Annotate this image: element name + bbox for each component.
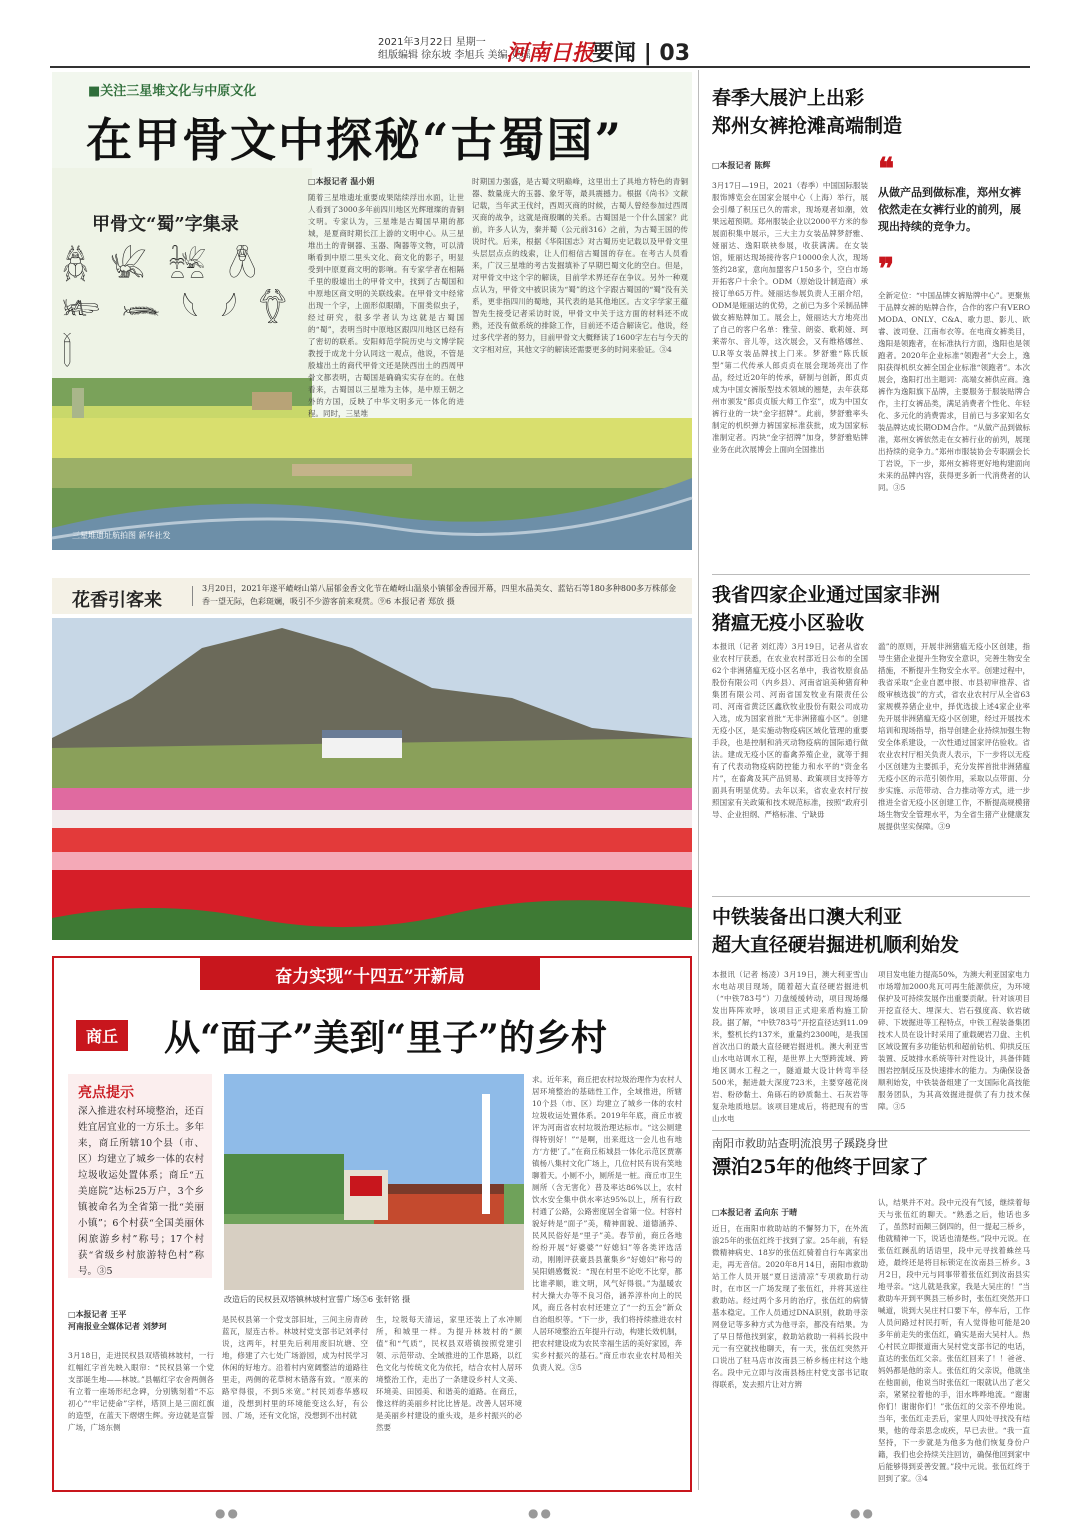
village-square-photo [224, 1074, 524, 1290]
tbm-title-l1: 中铁装备出口澳大利亚 [712, 906, 903, 928]
tips-title: 亮点提示 [78, 1085, 134, 1101]
tips-body: 深入推进农村环境整治，还百姓宜居宜业的一方乐土。多年来，商丘所辖10个县（市、区）均建立了城乡一体的农村垃圾收运处置体系；商丘“五美庭院”达标25万户，3个乡镇被命名为全省第一批“美丽小镇”；6个村获“全国美丽休闲旅游乡村”称号；17个村获“省级乡村旅游特色村”称号。③5 [78, 1106, 204, 1277]
rural-banner [200, 958, 540, 990]
city-tag: 商丘 [76, 1020, 128, 1051]
newspaper-logo: 河南日报 [506, 40, 595, 66]
quote-open-icon: ❝ [878, 152, 895, 187]
top-story-title: 在甲骨文中探秘“古蜀国” [86, 113, 623, 167]
fashion-col1: 3月17日—19日，2021（春季）中国国际服装服饰博览会在国家会展中心（上海）举行，展会引爆了积压已久的需求，现场观者如潮，效果远超预期。郑州服装企业以2000平方米的参展面积集中展示，三大主力女装品牌梦舒雅、娅丽达、逸阳联袂参展，收获满满。在女装馆，娅丽达现场接待客户10000余人次，现场签约28家，意向加盟客户150多个，空白市场开拓客户十余个。ODM（原始设计制造商）承接订单65万件。娅丽达参展负责人王丽介绍，ODM是娅丽达的优势，之前已为多个采制品牌做女裤贴牌加工。展会上，娅丽达大方地亮出了自己的客户名单：雅莹、朗姿、歌莉娅、珂莱蒂尔、音儿等，这次展会，又有维格娜丝、U.R等女装品牌找上门来。梦舒雅“陈氏版型”第二代传承人郎贞贞在展会现场亮出了作品，经过近20年的传承，研制与创新，郎贞贞成为中国女裤版型技术领域的翘楚，去年获郑州市颁发“郎贞贞版大师工作室”，成为中国女裤行业的一块“金字招牌”。此前，梦舒雅率头制定的机织弹力裤国家标准获批，成为国家标准制定者。丙块“金字招牌”加身，梦舒雅贴牌业务在此次展博会上面向全国推出 [712, 181, 868, 454]
story-fashion [712, 84, 1030, 564]
homecoming-kicker: 南阳市救助站查明流浪男子蹊跷身世 [712, 1137, 888, 1150]
swine-title-l1: 我省四家企业通过国家非洲 [712, 584, 941, 606]
homecoming-col1: 近日，在南阳市救助站的不懈努力下，在外流浪25年的张伍红终于找到了家。25年前，有轻微精神病史、18岁的张伍红骑着自行车离家出走，再无音信。2020年8月14日，南阳市救助站工作人员开展“夏日送清凉”专项救助行动时，在市区一广场发现了张伍红，并将其送往救助站。经过两个多月的治疗，张伍红的病情基本稳定。工作人员通过DNA识别，救助寻亲网登记等多种方式为他寻亲，都没有结果。为了早日帮他找到家，救助站救助一科科长段中元一有空就找他聊天，有一天，张伍红突然开口说出了驻马店市汝南县三桥乡杨庄村这个地名。段中元立即与汝南县杨庄村党支部书记取得联系，发去照片让对方辨 [712, 1224, 868, 1389]
fashion-col2: 全新定位：“中国品牌女裤贴牌中心”。更聚焦于品牌女裤的贴牌合作，合作的客户有VERO MODA、ONLY、C&A、歌力思、影儿、欧睿、波司登、江南布衣等。在电商女裤类目，逸阳是领跑者，在标准执行方面，逸阳也是领跑者。2020年企业标准“领跑者”大会上，逸阳获得机织女裤全国企业标准“领跑者”。本次展会，逸阳打出主题词：高端女裤供应商。逸裤作为逸阳旗下品牌，主要服务于服装贴牌合作，主打女裤品类，满足消费者个性化、年轻化、多元化的消费需求，目前已与多家知名女装品牌达成长期ODM合作。“从做产品到做标准，郑州女裤依然走在女裤行业的前列，展现出持续的竞争力。”郑州市服装协会专职副会长丁岩说，下一步，郑州女裤将更好地构建面向未来的品牌内容，获得更多新一代消费者的认同。③5 [878, 291, 1030, 492]
header-rule [50, 66, 1030, 68]
story-homecoming [712, 1130, 1030, 1492]
story-tbm [712, 896, 1030, 1123]
glyph-collection-label: 甲骨文“蜀”字集录 [92, 214, 239, 235]
section-name: 要闻 [592, 41, 637, 66]
fashion-quote: 从做产品到做标准，郑州女裤依然走在女裤行业的前列，展现出持续的竞争力。 [878, 186, 1021, 233]
page-number: 03 [659, 41, 691, 66]
rural-photo-caption: 改造后的民权县双塔镇林坡村宣誓广场⑤6 张轩铭 摄 [224, 1295, 411, 1304]
top-story-byline: □本报记者 温小娟 [308, 176, 375, 186]
homecoming-col2: 认，结果并不对。段中元没有气馁，继续着每天与张伍红的聊天。“熟悉之后，他话也多了，虽然时而颠三倒四的，但一提起三桥乡，他就精神一下，说话也清楚些。”段中元说。在张伍红蹊乱的话语里，段中元寻找着蛛丝马迹，最终还是将目标锁定在汝南县三桥乡。3月2日，段中元与同事带着张伍红到汝南县实地寻亲。“这儿就是我家，我是大吴庄的！”当救助车开到平舆县三桥乡时，张伍红突然开口喊道，说到大吴庄村口要下车，停车后，工作人员问路过村民打听，有人觉得他可能是20多年前走失的张伍红，确实是南大吴村人。热心村民立即报道南大吴村党支部书记的电话，直达的张伍红父亲。张伍红回来了！！爸爸、妈妈都是他的亲人。张伍红的父亲说，他就坐在他面前，他说当时张伍红一眼就认出了老父亲，紧紧拉着他的手，泪水哗哗地流。“谢谢你们！谢谢你们！”张伍红的父亲不停地说。当年，张伍红走丢后，家里人四处寻找没有结果，他的母亲思念成疾，早已去世。“我一直坚持，下一步就是为他多为他们恢复身份户籍，我们也会持续关注回访，确保他回到家中后能够得到妥善安置。”段中元说。张伍红终于回到了家。③4 [878, 1198, 1030, 1483]
top-story-col1: 随着三星堆遗址重要成果陆续浮出水面，让世人看到了3000多年前四川地区光辉璀璨的青铜文明。专家认为，三星堆是古蜀国早期的都城，是夏商时期长江上游的文明中心。从三星堆出土的青铜器、玉器、陶器等文物，可以清晰看到中原二里头文化、商文化的影子，明显受到中原夏商文明的影响。有专家学者在相隔千里的殷墟出土的甲骨文中，找到了古蜀国和中原地区商文明的关联线索。在甲骨文中经常出现一个字，上面形似眼睛，下面类似虫子，经过研究，很多学者认为这就是古蜀国的“蜀”，表明当时中原地区跟四川地区已经有了密切的联系。安阳师范学院历史与文博学院教授于成龙十分认同这一观点，他说，不管是殷墟出土的商代甲骨文还是陕西出土的西周甲骨文都表明，古蜀国是确确实实存在的。在他看来，古蜀国以三星堆为主体，是中原王朝之外的方国，反映了中华文明多元一体化的进程。同时，三星堆 [308, 193, 464, 418]
flower-header [52, 578, 692, 614]
rural-col3: 生，垃圾每天清运，家里还装上了水冲厕所，和城里一样。为提升林坡村的“颜值”和“气质”，民权县双塔镇按照党建引领、示范带动、全域推进的工作思路，以红色文化与传统文化为依托，结合农村人居环境整治工作，走出了一条建设乡村人文美、环境美、田园美、和谐美的道路。在商丘，像这样的美丽乡村比比皆是。改善人居环境是美丽乡村建设的重头戏，是乡村振兴的必然要 [376, 1315, 522, 1432]
swine-col1: 本报讯（记者 刘红涛）3月19日，记者从省农业农村厅获悉，在农业农村部近日公布的全国62个非洲猪瘟无疫小区名单中，我省牧原食品股份有限公司（内乡县）、河南省谊美种猪育种集团有限公司、河南省国发牧业有限责任公司、河南省黄泛区鑫欣牧业股份有限公司成功入选，成为国家首批“无非洲猪瘟小区”。创建无疫小区，是实施动物疫病区域化管理的重要手段，也是控制和消灭动物疫病的国际通行做法。建成无疫小区的畜禽养殖企业，就等于拥有了代表动物疫病防控能力和水平的“资金名片”，在畜禽及其产品贸易、政策项目支持等方面具有明显优势。去年以来，省农业农村厅按照国家有关政策和技术规范标准，按照“政府引导、企业担纲、严格标准、宁缺毋 [712, 642, 868, 819]
homecoming-byline: □本报记者 孟向东 于晴 [712, 1208, 798, 1217]
page-dots-left: ●● [215, 1506, 240, 1520]
swine-col2: 滥”的原则，开展非洲猪瘟无疫小区创建，指导生猪企业提升生物安全意识，完善生物安全措施，不断提升生物安全水平。创建过程中，我省采取“企业自愿申报、市县初审推荐、省级审核选拔”的方式，省农业农村厅从全省63家规模养猪企业中，择优选拔上述4家企业率先开展非洲猪瘟无疫小区创建，经过开展技术培训和现场指导，指导创建企业持续加强生物安全体系建设，一次性通过国家评估验收。省农业农村厅相关负责人表示，下一步将以无疫小区创建为主要抓手，充分发挥首批非洲猪瘟无疫小区的示范引领作用，采取以点带面、分步实施、示范带动、合力推动等方式，进一步推进全省无疫小区创建工作，不断提高规模猪场生物安全管理水平，为全省生猪产业健康发展提供坚实保障。③9 [878, 642, 1030, 831]
tbm-col1: 本报讯（记者 杨凌）3月19日，澳大利亚雪山水电站项目现场，随着超大直径硬岩掘进机（“中铁783号”）刀盘缓缓转动，项目现场爆发出阵阵欢呼，该项目正式迎来盾构施工阶段。据了解，“中铁783号”开挖直径达到11.09米，整机长约137米，重量约2300吨，是我国首次出口的最大直径硬岩掘进机。澳大利亚雪山水电站调水工程，是世界上大型跨流域、跨地区调水工程之一，隧道最大设计转弯半径500米，掘进最大深度723米，主要穿越花岗岩、粉砂黏土、角砾石的砂质黏土、石灰岩等复杂地质地层。该项目建成后，将把现有的雪山水电 [712, 970, 868, 1123]
rural-col1: 3月18日，走进民权县双塔镇林坡村，一行红幅红字首先映入眼帘：“民权县第一个党支部诞生地——林坡。”县幅红字农舍两侧各有立着一座场形纪念碑，分别镌刻着“不忘初心”“牢记使命”字样，塔顶上是三面红旗的造型，在蓝天下熠熠生辉。旁边就是宣誓广场，广场东侧 [68, 1351, 214, 1432]
rural-col4: 求。近年来，商丘把农村垃圾治理作为农村人居环境整治的基础性工作，全域推进，所辖10个县（市、区）均建立了城乡一体的农村垃圾收运处置体系。2019年年底，商丘市被评为河南省农村垃圾治理达标市。“这公厕建得特别好！”“是啊，出来逛这一会儿也有地方‘方便’了。”在商丘柘城县一体化示范区贾寨镇杨八集村文化广场上，几位村民有说有笑地聊着天。小厕不小，厕所是一桩。商丘市卫生厕所（含无害化）普及率达86%以上，农村饮水安全集中供水率达95%以上，所有行政村通了公路，公路密度居全省第一位。村容村貌好转是“面子”美，精神面貌、道德涵养、民风民俗好是“里子”美。春节前，商丘各地纷纷开展“好婆婆”“好媳妇”等各类评选活动，刚刚评获豪县县董集乡“好媳妇”称号的吴阳娟感慨说：“现在村里不论吃不比穿，都比谁孝顺，谁文明，风气好得很。”为温暖农村大操大办等不良习俗，涵养淳朴向上的民风，商丘各村农村还建立了“一约五会”新众自治组织等。“下一步，我们将持续推进农村人居环境整治五年提升行动，构建长效机制，把农村建设成为农民幸福生活的美好家园，奔实乡村振兴的基石。”商丘市农业农村局相关负责人说。③5 [532, 1075, 682, 1372]
top-story-kicker: ■关注三星堆文化与中原文化 [88, 84, 257, 99]
section-separator: | [643, 41, 660, 66]
oracle-glyphs: 𓆣 𓆤 𓆥 𓆦 𓆧 𓆨 𓆩 𓆪 𓆫 𓆬 [62, 248, 293, 371]
story-swine-fever [712, 574, 1030, 884]
rural-col2: 是民权县第一个党支部旧址，三间主房青砖蓝瓦，屋连古朴。林坡村党支部书记刘孝付说，这两年，村里先后利用废旧坑塘、空地，修建了六七处广场游园，成为村民学习休闲的好地方。沿着村内宽阔整洁的道路往里走，两侧的花草树木错落有致。“原来的路窄得很，不到5米宽。”村民刘春华感叹道，没想到村里的环境能变这么好，有公园、广场，还有文化馆，没想到不出村就 [222, 1315, 368, 1420]
flower-divider [192, 586, 193, 606]
page-dots-right: ●● [850, 1506, 875, 1520]
top-story-col2: 时期国力强盛，是古蜀文明巅峰，这里出土了具地方特色的青铜器、数量庞大的玉器、象牙等，最具震撼力。根据《尚书》文献记载，当年武王伐纣，西周灭商的时候，古蜀人曾经参加过西周灭商的战争，这就是商殷瞩的关系。古蜀国是一个什么国家？此前，许多人认为，秦并蜀（公元前316）之前，为古蜀王国的传说时代。后来，根据《华阳国志》对古蜀历史记载以及甲骨文里头层层点点的线索，让人们相信古蜀国的存在。在考古人员看来，广汉三星堆的考古发掘填补了早期巴蜀文化的空白。但是，对甲骨文中这个字的解读，目前学术界还存在争议。另外一种观点认为，甲骨文中被识读为“蜀”的这个字跟古蜀国的“蜀”没有关系，更非指四川的蜀地，其代表的是其他地区。古文字学家王蕴智先生接受记者采访时说，甲骨文中关于这方面的材料还不成熟，还没有做系统的排除工作，目前还不适合解读它。他说，经过多代学者的努力，目前甲骨文大概释读了1600字左右与今天的文字相对应，其他文字的解读还需要更多的时间来验证。③4 [472, 177, 688, 354]
swine-title-l2: 猪瘟无疫小区验收 [712, 612, 865, 634]
tbm-col2: 项目发电能力提高50%，为澳大利亚国家电力市场增加2000兆瓦可再生能源供应，为环境保护及可持续发展作出重要贡献。针对该项目开挖直径大、埋深大、岩石强度高、软岩破碎、下坡掘进等工程特点，中铁工程装备集团技术人员在设计时采用了重载硬岩刀盘、主机区域设置有多功能钻机和超前钻机、仰拱反压装置、反坡排水系统等针对性设计，具备伴随围岩控制反压及快速排水的能力。为确保设备顺利始发，中铁装备组建了一支国际化高技能服务团队，为其高效掘进提供了有力技术保障。③5 [878, 970, 1030, 1111]
rural-byline: □本报记者 王平 河南报业全媒体记者 刘梦珂 [68, 1309, 167, 1331]
flower-caption: 3月20日，2021年遂平嵖岈山第八届郁金香文化节在嵖岈山温泉小镇郁金香园开幕，四里水晶美女、蓝钻石等180多种800多万株郁金香一望无际，色彩斑斓，吸引不少游客前来观赏。⑨6 本报记者 郑放 摄 [202, 584, 677, 606]
quote-close-icon: ❞ [878, 252, 895, 287]
photo-credit: 三星堆遗址航拍图 新华社发 [72, 531, 171, 540]
fashion-title-l2: 郑州女裤抢滩高端制造 [712, 115, 903, 137]
homecoming-title: 漂泊25年的他终于回家了 [712, 1156, 929, 1178]
rural-title: 从“面子”美到“里子”的乡村 [164, 1017, 607, 1059]
page-dots-center: ●● [528, 1506, 553, 1520]
rural-section [52, 956, 692, 1492]
tulip-field-photo [52, 618, 692, 940]
tips-box [68, 1074, 212, 1278]
flower-title: 花香引客来 [72, 590, 162, 611]
fashion-byline: □本报记者 陈辉 [712, 161, 771, 170]
section-title [592, 36, 690, 67]
fashion-title-l1: 春季大展沪上出彩 [712, 87, 865, 109]
column-divider [698, 70, 699, 1490]
editors-line: 组版编辑 徐东坡 李旭兵 美编 党瑶 [378, 50, 531, 61]
date-line: 2021年3月22日 星期一 [378, 37, 486, 48]
tbm-title-l2: 超大直径硬岩掘进机顺利始发 [712, 934, 960, 956]
top-story [52, 72, 692, 550]
rural-banner-text: 奋力实现“十四五”开新局 [275, 967, 465, 987]
